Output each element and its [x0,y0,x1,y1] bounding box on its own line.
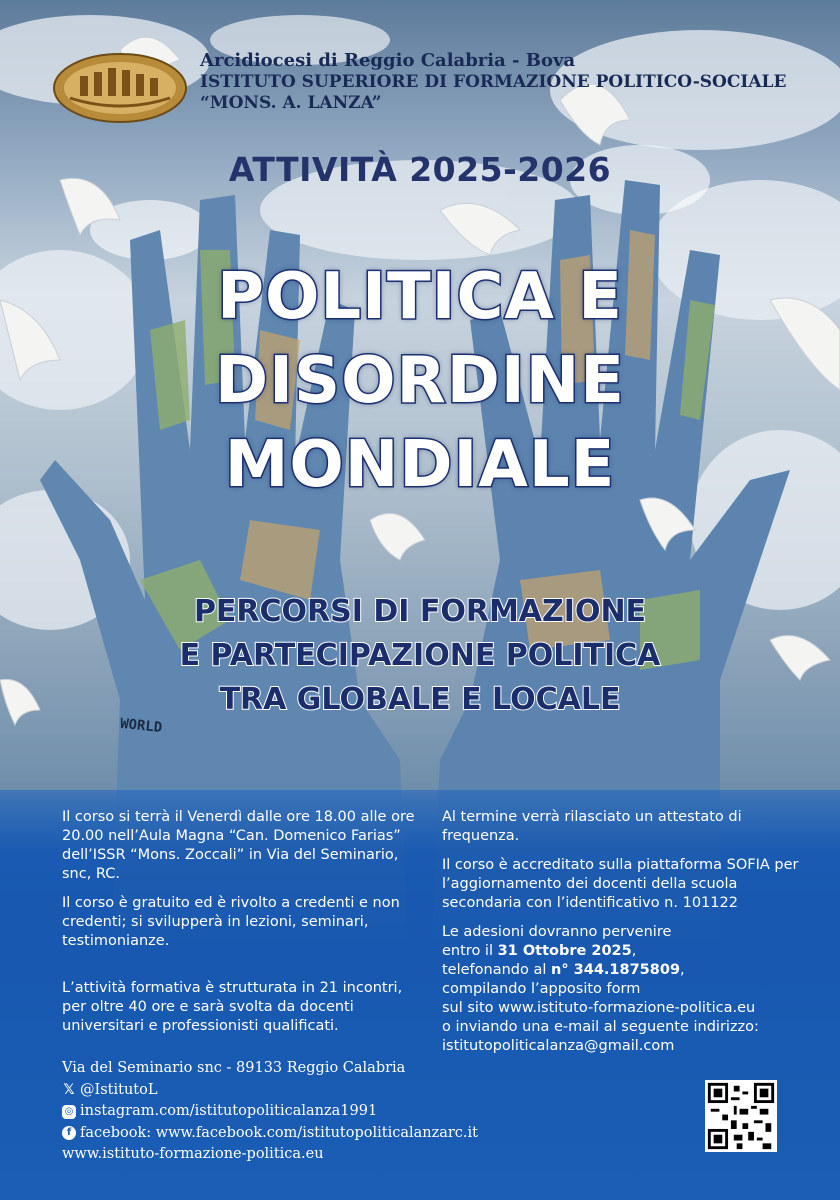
course-schedule-text: Il corso si terrà il Venerdì dalle ore 18.00 alle ore 20.00 nell’Aula Magna “Can. Domenico Farias” dell’ISSR “Mons. Zoccali” in Via del Seminario, snc, RC. [62,809,415,882]
diocese-name: Arcidiocesi di Reggio Calabria - Bova [200,50,576,71]
title-line-3: MONDIALE [224,428,616,502]
x-logo-icon: 𝕏 [63,1082,75,1099]
instagram-icon: ◎ [62,1105,76,1119]
subtitle-line-1: PERCORSI DI FORMAZIONE [193,594,647,629]
x-contact[interactable]: 𝕏 @IstitutoL [63,1081,158,1099]
hand-world-label: WORLD [119,715,163,737]
title-line-2: DISORDINE [215,344,625,418]
course-info-left [62,808,427,1046]
instagram-contact[interactable]: ◎ instagram.com/istitutopoliticalanza1991 [62,1101,478,1123]
contacts-block [62,1058,478,1166]
phone-number: n° 344.1875809 [551,962,681,978]
sofia-accreditation-text: Il corso è accreditato sulla piattaforma SOFIA per l’aggiornamento dei docenti della scuola secondaria con l’identificativo n. 101122 [442,857,799,911]
address: Via del Seminario snc - 89133 Reggio Calabria [62,1060,406,1076]
contact-email[interactable]: istitutopoliticalanza@gmail.com [442,1038,675,1054]
institute-name: ISTITUTO SUPERIORE DI FORMAZIONE POLITICO-SOCIALE [200,72,787,92]
course-info-right [442,808,812,1066]
facebook-icon: f [62,1126,76,1140]
course-free-text: Il corso è gratuito ed è rivolto a credenti e non credenti; si svilupperà in lezioni, seminari, testimonianze. [62,895,400,949]
certificate-text: Al termine verrà rilasciato un attestato di frequenza. [442,809,742,844]
deadline-date: 31 Ottobre 2025 [497,943,632,959]
subtitle-line-3: TRA GLOBALE E LOCALE [219,682,621,717]
institute-logo [50,48,190,128]
facebook-contact[interactable]: f facebook: www.facebook.com/istitutopoliticalanzarc.it [62,1123,478,1145]
title-line-1: POLITICA E [217,260,623,334]
qr-code[interactable] [705,1080,777,1152]
subtitle [0,590,840,722]
subtitle-line-2: E PARTECIPAZIONE POLITICA [179,638,661,673]
website-link[interactable]: www.istituto-formazione-politica.eu [62,1146,324,1162]
main-title [0,255,840,507]
registration-text: Le adesioni dovranno pervenire entro il 31 Ottobre 2025, telefonando al n° 344.1875809, compilando l’apposito form sul sito www.istituto-formazione-politica.eu o inviando una e-mail al seguente indirizzo: istitutopoliticalanza@gmail.com [442,924,759,1054]
institute-dedication: “MONS. A. LANZA” [200,93,382,113]
institute-header [200,50,786,114]
course-structure-text: L’attività formativa è strutturata in 21 incontri, per oltre 40 ore e sarà svolta da docenti universitari e professionisti qualificati. [62,980,403,1034]
activity-year: ATTIVITÀ 2025-2026 [228,150,612,189]
